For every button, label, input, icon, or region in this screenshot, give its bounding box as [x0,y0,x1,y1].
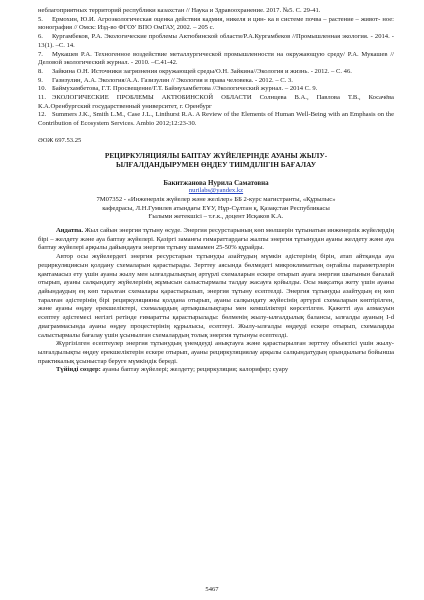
affiliation-line-1: 7М07352 - «Инженерлік жүйелер және желілер» ББ 2-курс магистранты, «Құрылыс» [96,195,336,203]
reference-item [38,33,394,50]
reference-number: 12. [38,111,47,119]
reference-text: неблагоприятных территорий республики казахстан // Наука и Здравоохранение. 2017. №5. С. 29-41. [38,7,321,14]
reference-item [38,68,394,77]
reference-item [38,16,394,33]
title-line-1: РЕЦИРКУЛЯЦИЯЛЫ БАПТАУ ЖҮЙЕЛЕРІНДЕ АУАНЫ ЖЫЛУ- [104,150,328,160]
author-email-line [38,187,394,196]
reference-item [38,111,394,128]
reference-number: 11. [38,94,46,102]
reference-number: 8. [38,67,43,75]
reference-number: 10. [38,85,47,93]
reference-text: ЭКОЛОГИЧЕСКИЕ ПРОБЛЕМЫ АКТЮБИНСКОЙ ОБЛАСТИ Солнцева В.А., Павлова Т.В., Косачёва К.А.Оренбургский государственный университет, г. Оренбург [38,94,394,110]
article-title [38,151,394,169]
reference-number: 5. [38,15,43,23]
reference-text: Мукашев Р.А. Техногенное воздействие металлургической промышленности на окружающую среду/ Р.А. Мукашев //Деловой экологический журнал. - 2010. –С.41-42. [38,50,394,67]
author-email-link[interactable]: nurilabs@yandex.kz [188,187,244,195]
reference-number: 9. [38,76,43,84]
reference-text: Баймухамбетова, Г.Т. Просвещение/Г.Т. Баймухамбетова //Экологический журнал. – 2014 С. 9. [52,85,318,93]
keywords-label: Түйінді сөздер: [56,366,101,374]
reference-item [38,51,394,68]
reference-text: Кургамбеков, Р.А. Экологические проблемы Актюбинской области/Р.А.Кургамбеков //Промышленная экология. - 2014. - 13(1). –С. 14. [38,33,394,49]
reference-text: Summers J.K., Smith L.M., Case J.L., Linthurst R.A. A Review of the Elements of Human Well-Being with an Emphasis on the Contribution of Ecosystem Services. Ambio 2012;12:23-30. [38,111,394,128]
author-name: Бакитжанова Нурила Саматовна [163,178,269,187]
abstract-text: Жыл сайын энергия тұтыну өсуде. Энергия ресурстарының көп мөлшерін тұтынатын инженерлік жүйелердің бірі – желдету және ауа баптау жүйелері. Қазіргі заманғы ғимараттардағы жалпы энергия тұтынудан ауаны желдету және ауа баптау жүйелері арқылы дайындауға энергия тұтыну шамамен 25-50% құрайды. [38,227,394,252]
body-paragraph-2: Автор осы жүйелердегі энергия ресурстарын тұтынуды азайтудың мүмкін әдістерінің бірін, атап айтқанда ауа рециркуляциясын қолдану схемаларын қарастырады. Зерттеу аясында бөлмедегі микроклиматтың оңтайлы параметрлерін қамтамасыз ету үшін ауаны жылу мен ылғалдылықтың әртүрлі схемаларын ескере отырып ауаға энергия шығынын бағалай отырып, ауаны салқындату жүйелерінің жұмысын салыстырмалы талдау жасауға қойылды. Осы мақсатқа жету үшін ауаны дайындаудың ең көп таралған схемалары қарастырылып, энергия тұтыну есептелді. Энергия тұтынуды азайтудың ең көп таралған әдістерінің бірі рециркуляцияны қолдана отырып, ауаны салқындату жүйесінің әртүрлі схемаларын көптірілген, және ауаны өңдеу ерекшеліктері, схемалардың артықшылықтары мен кемшіліктері көрсетілген. Қажетті ауа алмасуын есептеу әдістемесі негізгі ретінде ғимаратты қарастырылады: бөлменің жылу-ылғалдылық балансы, ылғалды ауаның I-d диаграммасында ауаны өңдеу процестерінің құрылысы, есептеуі. Жылу-ылғалды өңдеуді ескере отырып, схемаларды салыстырмалы бағалау үшін ұсынылған схемалардың толық энергия тұтынуы есептелді. [38,253,394,339]
reference-item [38,77,394,86]
title-line-2: ЫЛҒАЛДАНДЫРУМЕН ӨҢДЕУ ТИІМДІЛІГІН БАҒАЛАУ [115,159,317,169]
body-paragraph-3: Жүргізілген есептеулер энергия тұтынудың үнемдеуді анықтауға және қарастырылған зерттеу объектісі үшін жылу-ылғалдылықты өңдеу ерекшеліктерін ескере отырып, ауаны рециркуляциялау арқылы салқындатудың орындылығы бойынша практикалық ұсыныстар беруге мүмкіндік береді. [38,340,394,365]
reference-text: Зайкина О.Н. Источники загрязнения окружающей среды/О.Н. Зайкина//Экология и жизнь. - 2012. – С. 46. [52,67,352,75]
reference-list [38,7,394,129]
reference-text: Ермохин, Ю.И. Агроэкологическая оценка действия кадмия, никеля и цин- ка в системе почва – растение – живот- ное: монография // Омск: Изд-во ФГОУ ВПО ОмГАУ, 2002. – 205 с. [38,15,394,32]
reference-item [38,7,394,16]
affiliation-line-3: Ғылыми жетекшісі – т.ғ.к., доцент Исқаков К.А. [148,213,284,221]
reference-item [38,85,394,94]
keywords-paragraph [38,366,394,375]
abstract-label: Аңдатпа. [56,227,84,235]
keywords-text: ауаны баптау жүйелері; желдету; рециркуляция; калорифер; суару [102,366,289,374]
page-number: 5467 [205,586,219,593]
reference-item [38,94,394,111]
udc-code: ӘОЖ 697.53.25 [38,136,82,144]
reference-text: Газизулин, А.А. Экология/А.А. Газизулин // Экология и права человека. - 2012. – С. 3. [52,76,293,84]
abstract-paragraph [38,227,394,253]
reference-number: 6. [38,33,43,41]
affiliation-line-2: кафедрасы, Л.Н.Гумилев атындағы ЕҰУ, Нұр-Сұлтан қ, Қазақстан Республикасы [102,204,330,212]
reference-number: 7. [38,50,43,58]
